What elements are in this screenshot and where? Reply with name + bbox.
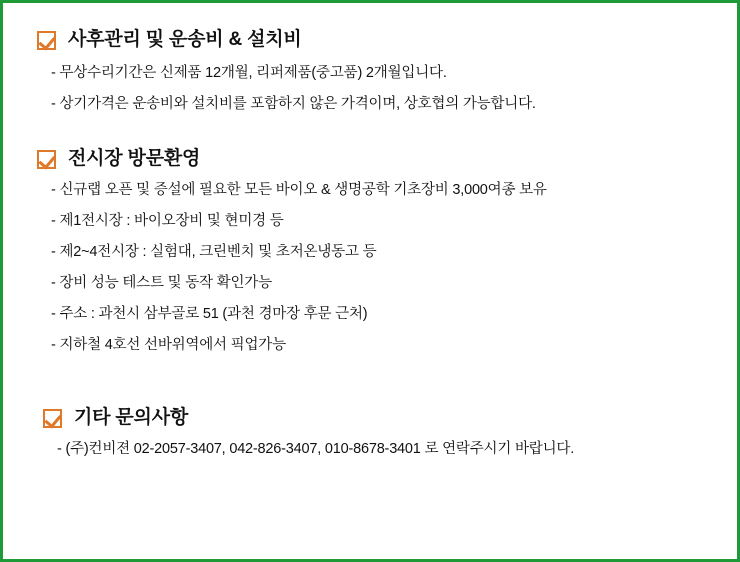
- section-title: 기타 문의사항: [74, 406, 189, 428]
- list-item: - (주)컨비젼 02-2057-3407, 042-826-3407, 010-8678-3401 로 연락주시기 바랍니다.: [57, 440, 575, 457]
- spacer: [33, 120, 707, 148]
- list-item: - 주소 : 과천시 삼부골로 51 (과천 경마장 후문 근처): [51, 305, 368, 322]
- section-aftercare: [33, 29, 707, 120]
- section-lines-contact: [33, 434, 707, 465]
- section-lines-aftercare: [33, 58, 707, 120]
- list-item: - 제2~4전시장 : 실험대, 크린벤치 및 초저온냉동고 등: [51, 243, 377, 260]
- check-icon: [43, 409, 62, 428]
- section-showroom: [33, 148, 707, 361]
- list-item: - 무상수리기간은 신제품 12개월, 리퍼제품(중고품) 2개월입니다.: [51, 64, 447, 81]
- section-contact: [33, 407, 707, 465]
- check-icon: [37, 31, 56, 50]
- list-item: - 신규랩 오픈 및 증설에 필요한 모든 바이오 & 생명공학 기초장비 3,000여종 보유: [51, 181, 547, 198]
- list-item: - 지하철 4호선 선바위역에서 픽업가능: [51, 336, 286, 353]
- section-title: 사후관리 및 운송비 & 설치비: [68, 29, 302, 50]
- list-item: - 제1전시장 : 바이오장비 및 현미경 등: [51, 212, 284, 229]
- section-heading-contact: [43, 407, 707, 430]
- section-heading-aftercare: [37, 29, 707, 52]
- section-title: 전시장 방문환영: [68, 147, 201, 169]
- list-item: - 상기가격은 운송비와 설치비를 포함하지 않은 가격이며, 상호협의 가능합니다.: [51, 95, 536, 112]
- section-heading-showroom: [37, 148, 707, 171]
- spacer: [33, 361, 707, 407]
- check-icon: [37, 150, 56, 169]
- list-item: - 장비 성능 테스트 및 동작 확인가능: [51, 274, 272, 291]
- section-lines-showroom: [33, 175, 707, 361]
